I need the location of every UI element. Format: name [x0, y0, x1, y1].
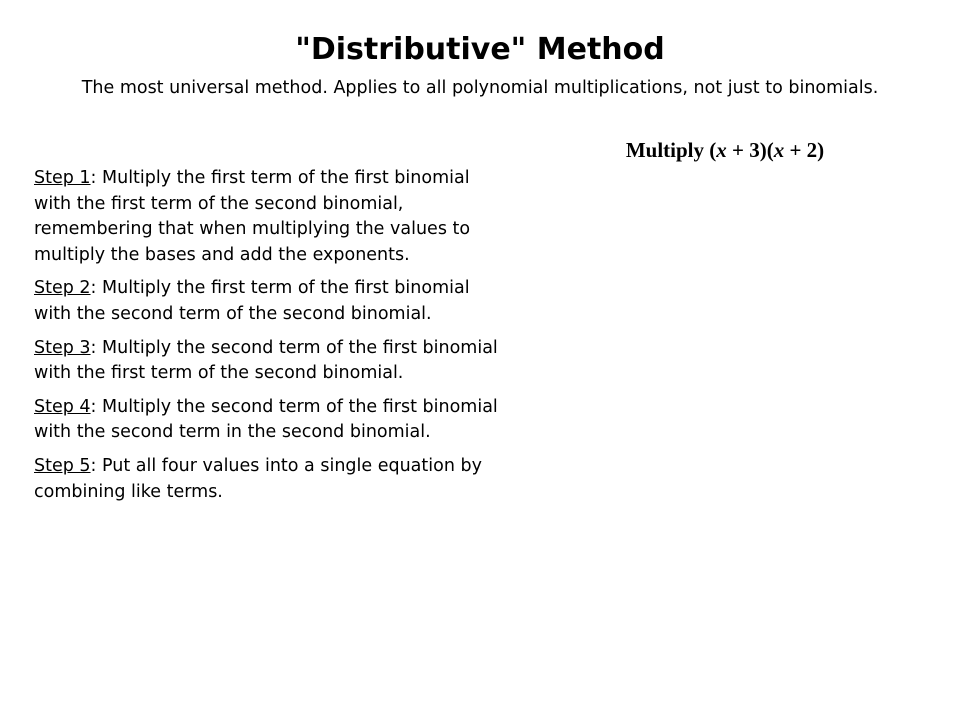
step-1 [34, 166, 504, 268]
step-5-label: Step 5 [34, 455, 91, 476]
example-problem [560, 136, 890, 164]
step-4 [34, 395, 504, 446]
step-4-label: Step 4 [34, 396, 91, 417]
steps-list [34, 166, 504, 513]
step-1-text: : Multiply the first term of the first binomial with the first term of the second binomial, remembering that when multiplying the values to multiply the bases and add the exponents. [34, 168, 471, 265]
problem-variable-2: x [773, 138, 785, 162]
step-2 [34, 276, 504, 327]
slide-title: "Distributive" Method [295, 32, 665, 67]
problem-suffix: + 2) [784, 138, 825, 162]
step-5-text: : Put all four values into a single equation by combining like terms. [34, 455, 482, 502]
problem-prefix: Multiply ( [625, 138, 717, 162]
step-2-label: Step 2 [34, 278, 91, 299]
step-3-text: : Multiply the second term of the first binomial with the first term of the second binomial. [34, 337, 498, 384]
step-5 [34, 454, 504, 505]
problem-variable-1: x [716, 138, 727, 162]
step-1-label: Step 1 [34, 168, 91, 188]
step-3 [34, 336, 504, 387]
step-4-text: : Multiply the second term of the first binomial with the second term in the second binomial. [34, 396, 498, 443]
slide-subtitle: The most universal method. Applies to all polynomial multiplications, not just to binomials. [81, 78, 879, 98]
step-2-text: : Multiply the first term of the first binomial with the second term of the second binomial. [34, 278, 470, 324]
problem-middle: + 3)( [726, 138, 774, 162]
step-3-label: Step 3 [34, 337, 91, 358]
